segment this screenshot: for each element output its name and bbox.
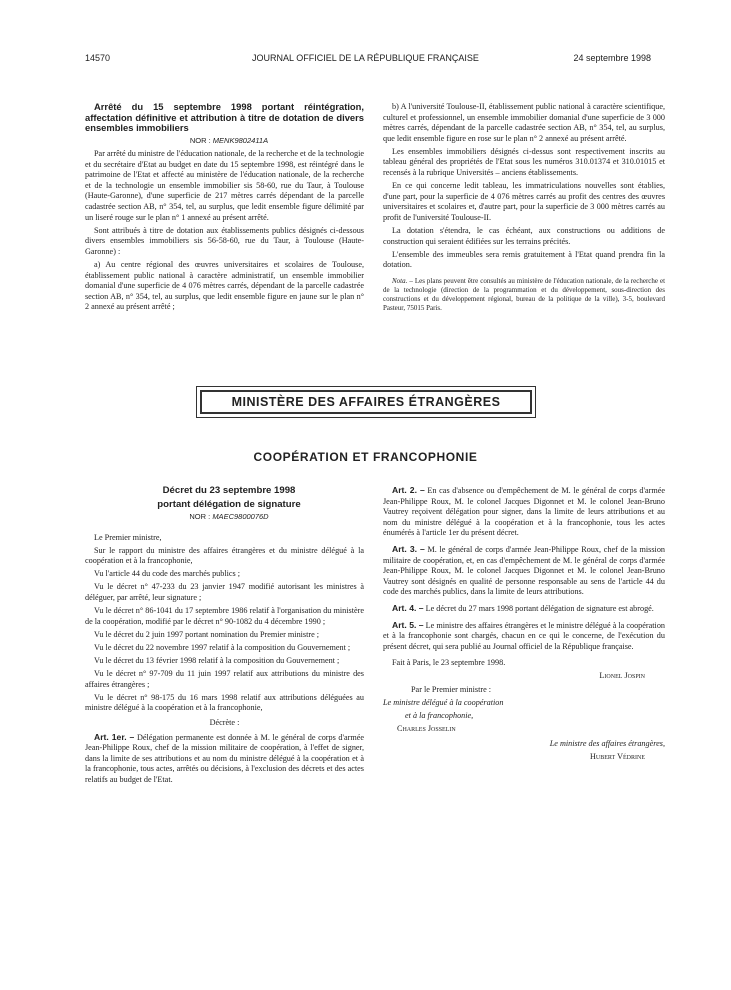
decret-title-line2: portant délégation de signature — [157, 498, 301, 510]
ministry-heading: MINISTÈRE DES AFFAIRES ÉTRANGÈRES — [200, 390, 532, 414]
decret-title-line1: Décret du 23 septembre 1998 — [162, 485, 296, 496]
arrete-paragraph: Par arrêté du ministre de l'éducation nationale, de la recherche et de la technologie et du secrétaire d'Etat au budget en date du 15 septembre 1998, est réintégré dans le patrimoine de l'Etat et affecté au ministère de l'éducation nationale, de la recherche et de la technologie un ensemble immobilier sis 58-60, rue du Taur, à Toulouse (Haute-Garonne), d'une superficie de 217 mètres carrés dépendant de la parcelle cadastrée section AB, n° 354, tel, au surplus, que ledit ensemble figure délimité par un liseré rouge sur le plan n° 1 annexé au présent arrêté. — [85, 149, 364, 222]
arrete-paragraph: b) A l'université Toulouse-II, établissement public national à caractère scientifique, culturel et professionnel, un ensemble immobilier domanial d'une superficie de 3 000 mètres carrés, dépendant de la parcelle cadastrée section AB, n° 354, tel, au surplus, que ledit ensemble figure en rose sur le plan n° 2 annexé au présent arrêté. — [383, 102, 665, 143]
decret-nor: NOR : MAEC9800076D — [189, 512, 269, 521]
decret-left-column — [85, 485, 364, 788]
visa: Vu le décret du 22 novembre 1997 relatif à la composition du Gouvernement ; — [94, 642, 351, 652]
arrete-paragraph: a) Au centre régional des œuvres universitaires et scolaires de Toulouse, établissement public national à caractère administratif, un ensemble immobilier domanial d'une superficie de 4 076 mètres carrés, dépendant de la parcelle cadastrée section AB, n° 354, tel, au surplus, que ledit ensemble figure en jaune sur le plan n° 2 annexé au présent arrêté ; — [85, 260, 364, 312]
arrete-paragraph: En ce qui concerne ledit tableau, les immatriculations nouvelles sont établies, d'une part, pour la superficie de 4 076 mètres carrés au profit des centres des œuvres universitaires et scolaires et, d'autre part, pour la superficie de 3 000 mètres carrés au profit de l'université Toulouse-II. — [383, 181, 665, 222]
arrete-right-column — [383, 102, 665, 315]
article-4: Art. 4. – Le décret du 27 mars 1998 portant délégation de signature est abrogé. — [392, 602, 654, 613]
article-5: Art. 5. – Le ministre des affaires étrangères et le ministre délégué à la coopération et à la francophonie sont chargés, chacun en ce qui le concerne, de l'exécution du présent décret, qui sera publié au Journal officiel de la République française. — [383, 619, 666, 651]
arrete-note: Nota. – Les plans peuvent être consultés au ministère de l'éducation nationale, de la recherche et de la technologie (direction de la programmation et du développement, sous-direction des constructions et du développement régional, bureau de la politique de la ville), 3-5, boulevard Pasteur, 75015 Paris. — [383, 276, 666, 312]
visa: Vu l'article 44 du code des marchés publics ; — [94, 569, 241, 579]
visa: Vu le décret du 2 juin 1997 portant nomination du Premier ministre ; — [94, 629, 320, 639]
done-at: Fait à Paris, le 23 septembre 1998. — [392, 658, 506, 668]
signer-pm: Lionel Jospin — [599, 671, 645, 681]
visa: Vu le décret n° 98-175 du 16 mars 1998 relatif aux attributions déléguées au ministre délégué à la coopération et à la francophonie, — [85, 692, 364, 713]
decret-right-column — [383, 485, 665, 765]
decrete-label: Décrète : — [209, 718, 240, 727]
visa: Vu le décret n° 47-233 du 23 janvier 1947 modifié autorisant les ministres à déléguer, par arrêté, leur signature ; — [85, 582, 364, 603]
arrete-nor: NOR : MENK9802411A — [189, 136, 269, 145]
arrete-left-column — [85, 102, 364, 316]
article-3: Art. 3. – M. le général de corps d'armée Jean-Philippe Roux, chef de la mission militaire de coopération, et, en cas d'empêchement de M. le général de corps d'armée Jean-Philippe Roux, M. le colonel Jacques Digonnet et M. le colonel Jean-Bruno Vautrey sont désignés en qualité de personne responsable au sens de l'article 44 du code des marchés publics, dans la limite de leurs attributions. — [383, 543, 666, 597]
article-1: Art. 1er. – Délégation permanente est donnée à M. le général de corps d'armée Jean-Philippe Roux, chef de la mission militaire de coopération, à l'effet de signer, dans la limite de ses attributions et au nom du ministre délégué à la coopération et à la francophonie, tous actes, arrêtés ou décisions, à l'exclusion des décrets et des actes relatifs au budget de l'Etat. — [85, 731, 365, 784]
arrete-paragraph: La dotation s'étendra, le cas échéant, aux constructions ou additions de construction qui seraient édifiées sur les terrains précités. — [383, 226, 665, 246]
visa: Vu le décret n° 97-709 du 11 juin 1997 relatif aux attributions du ministre des affaires étrangères ; — [85, 669, 364, 689]
visa: Vu le décret n° 86-1041 du 17 septembre 1986 relatif à l'organisation du ministère de la coopération, modifié par le décret n° 90-1082 du 4 décembre 1990 ; — [85, 606, 364, 626]
foreign-minister-title: Le ministre des affaires étrangères, — [549, 738, 665, 748]
arrete-paragraph: Sont attribués à titre de dotation aux établissements publics désignés ci-dessous divers ensembles immobiliers sis 56-58-60, rue du Taur, à Toulouse (Haute-Garonne) : — [85, 225, 364, 256]
section-heading: COOPÉRATION ET FRANCOPHONIE — [253, 450, 478, 464]
arrete-paragraph: Les ensembles immobiliers désignés ci-dessus sont respectivement inscrits au tableau général des propriétés de l'Etat sous les numéros 310.01374 et 310.01015 et recensés à la rubrique Universités – anciens établissements. — [383, 146, 665, 178]
arrete-paragraph: L'ensemble des immeubles sera remis gratuitement à l'Etat quand prendra fin la dotation. — [383, 249, 665, 270]
delegate-name: Charles Josselin — [397, 724, 456, 734]
by-pm: Par le Premier ministre : — [411, 685, 492, 694]
issue-date: 24 septembre 1998 — [573, 53, 651, 63]
foreign-minister-name: Hubert Védrine — [589, 751, 645, 761]
decret-opening: Le Premier ministre, — [94, 532, 162, 542]
journal-title: JOURNAL OFFICIEL DE LA RÉPUBLIQUE FRANÇAISE — [252, 53, 479, 63]
page-number: 14570 — [85, 53, 111, 63]
arrete-title: Arrêté du 15 septembre 1998 portant réintégration, affectation définitive et attribution à titre de dotation de divers ensembles immobiliers — [85, 101, 364, 133]
delegate-title-1: Le ministre délégué à la coopération — [383, 698, 504, 708]
article-2: Art. 2. – En cas d'absence ou d'empêchement de M. le général de corps d'armée Jean-Philippe Roux, M. le colonel Jacques Digonnet et M. le colonel Jean-Bruno Vautrey reçoivent délégation pour signer, dans la limite de leurs attributions et au nom du ministre délégué à la coopération et à la francophonie, tous les actes énumérés à l'article 1er du présent décret. — [383, 485, 665, 538]
visa: Vu le décret du 13 février 1998 relatif à la composition du Gouvernement ; — [94, 656, 340, 666]
visa: Sur le rapport du ministre des affaires étrangères et du ministre délégué à la coopération et à la francophonie, — [85, 545, 364, 566]
delegate-title-2: et à la francophonie, — [405, 711, 474, 721]
